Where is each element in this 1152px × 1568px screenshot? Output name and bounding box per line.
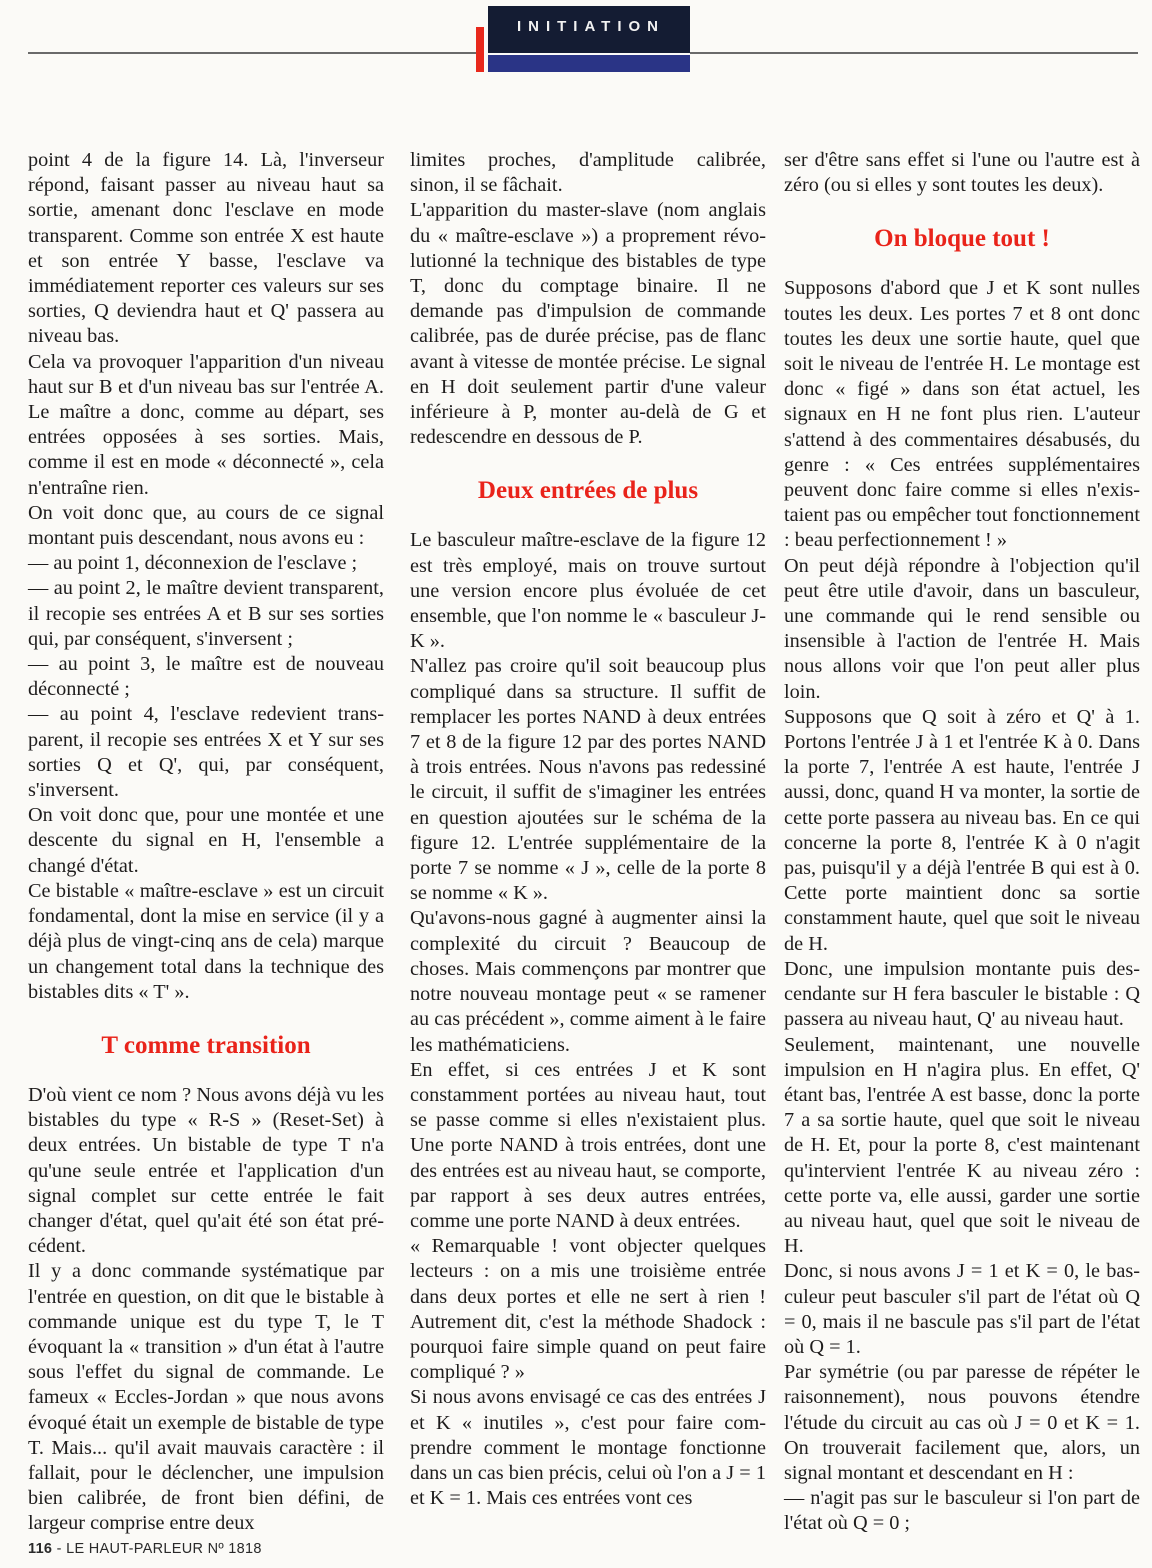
paragraph: Supposons d'abord que J et K sont nulles toutes les deux. Les portes 7 et 8 ont donc toutes les deux une sortie haute, quel que soit le niveau de l'entrée H. Le montage est donc « figé » dans son état actuel, les signaux en H ne font plus rien. L'auteur s'attend à des commentaires désabusés, du genre : « Ces entrées supplémentaires peuvent donc faire comme si elles n'existaient pas ou empêcher tout fonctionnement : beau perfectionnement ! » (784, 277, 1140, 552)
page-number: 116 (28, 1541, 53, 1557)
paragraph: Supposons que Q soit à zéro et Q' à 1. Portons l'entrée J à 1 et l'entrée K à 0. Dans la porte 7, l'entrée A est haute, l'entrée J aussi, donc, quand H va monter, la sortie de cette porte passera au niveau bas. En ce qui concerne la porte 8, l'entrée K à 0 n'agit pas, puisqu'il y a déjà l'entrée B qui est à 0. Cette porte maintient donc sa sortie constamment haute, quel que soit le niveau de H. (784, 705, 1140, 955)
paragraph: — n'agit pas sur le basculeur si l'on part de l'état où Q = 0 ; (784, 1487, 1140, 1535)
column-2 (410, 148, 766, 1511)
paragraph: On voit donc que, pour une montée et une descente du signal en H, l'ensemble a changé d'état. (28, 804, 384, 877)
paragraph: — au point 3, le maître est de nouveau déconnecté ; (28, 653, 384, 701)
paragraph: D'où vient ce nom ? Nous avons déjà vu les bistables du type « R-S » (Reset-Set) à deux entrées. Un bistable de type T n'a qu'une seule entrée et l'application d'un signal complet sur cette entrée le fait changer d'état, quel qu'ait été son état précédent. (28, 1083, 384, 1258)
section-heading: Deux entrées de plus (477, 477, 699, 505)
paragraph: point 4 de la figure 14. Là, l'inverseur répond, faisant passer au niveau haut sa sortie, amenant donc l'esclave en mode transparent. Comme son entrée X est haute et son entrée Y basse, l'esclave va immédiatement reporter ces valeurs sur ses sorties, Q deviendra haut et Q' passera au niveau bas. (28, 149, 384, 348)
paragraph: Donc, une impulsion montante puis descendante sur H fera basculer le bistable : Q passera au niveau haut, Q' au niveau haut. (784, 957, 1140, 1031)
paragraph: Cela va provoquer l'apparition d'un niveau haut sur B et d'un niveau bas sur l'entrée A. Le maître a donc, comme au départ, ses entrées opposées à ses sorties. Mais, comme il est en mode « déconnecté », cela n'entraîne rien. (28, 350, 384, 499)
paragraph: — au point 2, le maître devient transparent, il recopie ses entrées A et B sur ses sorties qui, par conséquent, s'inversent ; (28, 577, 384, 650)
page-footer (28, 1541, 262, 1557)
paragraph: ser d'être sans effet si l'une ou l'autre est à zéro (ou si elles y sont toutes les deux). (784, 149, 1140, 197)
paragraph: Seulement, maintenant, une nouvelle impulsion en H n'agira plus. En effet, Q' étant bas, l'entrée A est basse, donc la porte 7 a sa sortie haute, quel que soit le niveau de H. Et, pour la porte 8, c'est maintenant qu'intervient l'entrée K au niveau zéro : cette porte va, elle aussi, garder une sortie au niveau haut, quel que soit le niveau de H. (784, 1033, 1140, 1258)
paragraph: Il y a donc commande systématique par l'entrée en question, on dit que le bistable à commande unique est du type T, le T évoquant la « transition » d'un état à l'autre sous l'effet du signal de commande. Le fameux « Eccles-Jordan » que nous avons évoqué était un exemple de bistable de type T. Mais... qu'il avait mauvais caractère : il fallait, pour le déclencher, une impulsion bien calibrée, de front bien défini, de largeur comprise entre deux (28, 1260, 384, 1535)
section-label: INITIATION (516, 18, 666, 35)
paragraph: — au point 1, déconnexion de l'esclave ; (28, 552, 358, 575)
paragraph: En effet, si ces entrées J et K sont constamment portées au niveau haut, tout se passe comme si elles n'existaient plus. Une porte NAND à trois entrées, dont une des entrées est au niveau haut, se comporte, par rapport à ses deux autres entrées, comme une porte NAND à deux entrées. (410, 1058, 766, 1232)
paragraph: Donc, si nous avons J = 1 et K = 0, le basculeur peut basculer s'il part de l'état où Q = 0, mais il ne bascule pas s'il part de l'état où Q = 1. (784, 1260, 1140, 1358)
header-rule-right (690, 52, 1138, 54)
column-3 (784, 148, 1140, 1537)
banner-red-bar (476, 27, 484, 72)
publication-name: - LE HAUT-PARLEUR Nº 1818 (52, 1541, 262, 1557)
section-banner (476, 6, 690, 66)
paragraph: limites proches, d'amplitude calibrée, sinon, il se fâchait. (410, 149, 766, 197)
paragraph: Ce bistable « maître-esclave » est un circuit fondamental, dont la mise en service (il y a déjà plus de vingt-cinq ans de cela) marque un changement total dans la technique des bistables dits « T' ». (28, 879, 384, 1003)
paragraph: On voit donc que, au cours de ce signal montant puis descendant, nous avons eu : (28, 501, 384, 550)
paragraph: Si nous avons envisagé ce cas des entrées J et K « inutiles », c'est pour faire comprendre comment le montage fonctionne dans un cas bien précis, celui où l'on a J = 1 et K = 1. Mais ces entrées vont ces (410, 1386, 766, 1510)
paragraph: On peut déjà répondre à l'objection qu'il peut être utile d'avoir, dans un basculeur, une commande qui le rend sensible ou insensible à l'action de l'entrée H. Mais nous allons voir que l'on peut aller plus loin. (784, 554, 1140, 703)
paragraph: Par symétrie (ou par paresse de répéter le raisonnement), nous pouvons étendre l'étude du circuit au cas où J = 0 et K = 1. On trouverait facilement que, alors, un signal montant et descendant en H : (784, 1361, 1140, 1484)
section-heading: On bloque tout ! (874, 225, 1050, 253)
paragraph: Le basculeur maître-esclave de la figure 12 est très employé, mais on trouve surtout une version encore plus évoluée de cet ensemble, que l'on nomme le « basculeur J-K ». (410, 529, 766, 653)
paragraph: « Remarquable ! vont objecter quelques lecteurs : on a mis une troisième entrée dans deux portes et elle ne sert à rien ! Autrement dit, c'est la méthode Shadock : pourquoi faire simple quand on peut faire compliqué ? » (410, 1235, 766, 1384)
paragraph: N'allez pas croire qu'il soit beaucoup plus compliqué dans sa structure. Il suffit de remplacer les portes NAND à deux entrées 7 et 8 de la figure 12 par des portes NAND à trois entrées. Nous n'avons pas redessiné le circuit, il suffit de s'imaginer les entrées en question ajoutées sur le schéma de la figure 12. L'entrée supplémentaire de la porte 7 se nomme « J », celle de la porte 8 se nomme « K ». (410, 655, 766, 905)
banner-blue-bar (488, 55, 690, 72)
section-heading: T comme transition (101, 1031, 311, 1059)
header-rule-left (28, 52, 476, 54)
paragraph: Qu'avons-nous gagné à augmenter ainsi la complexité du circuit ? Beaucoup de choses. Mais commençons par montrer que notre nouveau montage peut « se ramener au cas précédent », comme aiment à le faire les mathématiciens. (410, 907, 766, 1056)
paragraph: — au point 4, l'esclave redevient transparent, il recopie ses entrées X et Y sur ses sorties Q et Q', qui, par conséquent, s'inversent. (28, 703, 384, 802)
column-1 (28, 148, 384, 1537)
paragraph: L'apparition du master-slave (nom anglais du « maître-esclave ») a proprement révolutionné la technique des bistables de type T, donc du comptage binaire. Il ne demande pas d'impulsion de commande calibrée, pas de durée précise, pas de flanc avant à vitesse de montée précise. Le signal en H doit seulement partir d'une valeur inférieure à P, monter au-delà de G et redescendre en dessous de P. (410, 199, 766, 449)
